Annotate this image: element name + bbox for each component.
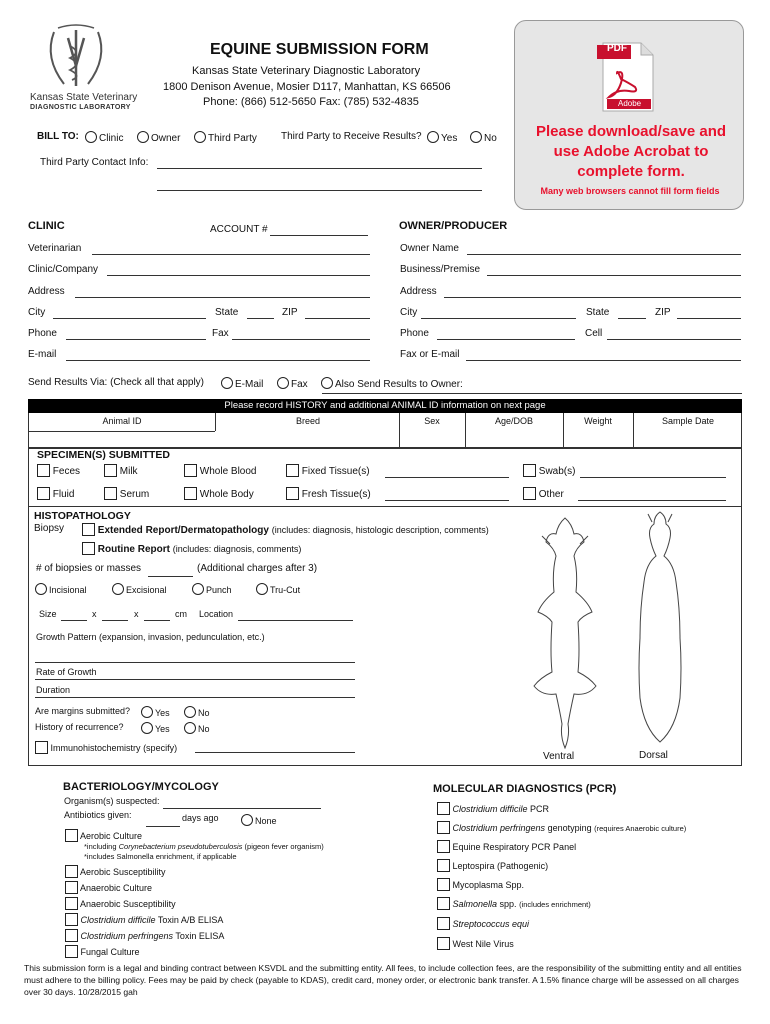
spec-fluid-label: Fluid xyxy=(52,489,75,500)
type-incisional-radio[interactable] xyxy=(35,583,47,595)
logo-line1: Kansas State Veterinary xyxy=(30,92,138,103)
animal-table xyxy=(28,413,742,449)
recurrence-yes-option[interactable] xyxy=(141,722,170,734)
margins-no-label: No xyxy=(198,708,210,718)
location-label: Location xyxy=(199,609,234,619)
third-party-results-label: Third Party to Receive Results? xyxy=(281,131,422,142)
pcr-wnv-checkbox[interactable] xyxy=(437,937,450,950)
clinic-state-label: State xyxy=(215,307,239,318)
bill-owner-option[interactable] xyxy=(137,131,180,144)
bill-to-label: BILL TO: xyxy=(37,131,79,142)
bill-third-party-option[interactable] xyxy=(194,131,257,144)
pcr-cperf-organism: Clostridium perfringens xyxy=(452,823,546,833)
col-age: Age/DOB xyxy=(494,416,534,426)
spec-milk-option[interactable] xyxy=(104,464,138,477)
cperf-elisa-label: Toxin ELISA xyxy=(173,931,225,941)
spec-other-option[interactable] xyxy=(523,487,564,500)
org-address: 1800 Denison Avenue, Mosier D117, Manhattan, KS 66506 xyxy=(163,81,451,93)
animal-banner xyxy=(28,399,742,413)
antibiotics-days-field[interactable] xyxy=(146,826,180,827)
adobe-notice-box xyxy=(514,20,744,210)
form-title: EQUINE SUBMISSION FORM xyxy=(210,41,429,58)
cdiff-elisa-option[interactable] xyxy=(65,913,223,926)
organisms-label: Organism(s) suspected: xyxy=(64,796,160,806)
bill-owner-radio[interactable] xyxy=(137,131,149,143)
type-punch-option[interactable] xyxy=(192,583,232,595)
recurrence-no-radio[interactable] xyxy=(184,722,196,734)
legal-footer: This submission form is a legal and binding contract between KSVDL and the submitting entity. All fees, to include collection fees, are the responsibility of the submitting entity and all entities must adhere to the billing policy. Fees may be paid by check (payable to KDAS), credit card, money order, or electronic bank transfer. A 1.5% finance charge will be assessed on all charges over 30 days. 10/28/2015 gah xyxy=(24,963,742,997)
size-field-1[interactable] xyxy=(61,620,87,621)
rate-field[interactable] xyxy=(35,679,355,680)
fungal-culture-checkbox[interactable] xyxy=(65,945,78,958)
clinic-email-field[interactable] xyxy=(66,360,370,361)
pcr-cperf-label: genotyping xyxy=(545,823,595,833)
pcr-cperf-checkbox[interactable] xyxy=(437,821,450,834)
anaerobic-culture-option[interactable] xyxy=(65,881,152,894)
clinic-city-field[interactable] xyxy=(53,318,206,319)
third-party-yes-option[interactable] xyxy=(427,131,457,144)
clinic-phone-field[interactable] xyxy=(66,339,206,340)
spec-fresh-field[interactable] xyxy=(385,500,509,501)
molecular-heading: MOLECULAR DIAGNOSTICS (PCR) xyxy=(433,783,617,795)
clinic-email-label: E-mail xyxy=(28,349,57,360)
spec-fixed-checkbox[interactable] xyxy=(286,464,299,477)
spec-serum-checkbox[interactable] xyxy=(104,487,117,500)
pcr-resp-option[interactable] xyxy=(437,840,576,853)
size-x-1: x xyxy=(92,609,97,619)
type-incisional-option[interactable] xyxy=(35,583,87,595)
third-party-yes-radio[interactable] xyxy=(427,131,439,143)
aerobic-note-1 xyxy=(84,842,324,851)
send-fax-option[interactable] xyxy=(277,377,308,390)
pcr-resp-label: Equine Respiratory PCR Panel xyxy=(452,842,577,852)
cperf-elisa-option[interactable] xyxy=(65,929,224,942)
clinic-zip-field[interactable] xyxy=(305,318,370,319)
ihc-checkbox[interactable] xyxy=(35,741,48,754)
account-label: ACCOUNT # xyxy=(210,224,268,235)
type-trucut-option[interactable] xyxy=(256,583,300,595)
owner-cell-field[interactable] xyxy=(607,339,741,340)
clinic-city-label: City xyxy=(28,307,46,318)
pcr-strep-label: Streptococcus equi xyxy=(452,919,530,929)
owner-zip-field[interactable] xyxy=(677,318,741,319)
owner-email-label: Fax or E-mail xyxy=(400,349,460,360)
pdf-label: PDF xyxy=(607,43,627,54)
size-x-2: x xyxy=(134,609,139,619)
routine-report-option[interactable] xyxy=(82,542,301,555)
org-phone: Phone: (866) 512-5650 Fax: (785) 532-4835 xyxy=(203,96,419,108)
horse-ventral-outline-icon xyxy=(512,512,618,758)
num-biopsies-label: # of biopsies or masses xyxy=(36,563,142,574)
clinic-fax-label: Fax xyxy=(212,328,229,339)
size-field-2[interactable] xyxy=(102,620,128,621)
logo-line2: DIAGNOSTIC LABORATORY xyxy=(30,104,131,111)
size-label: Size xyxy=(39,609,57,619)
organisms-field[interactable] xyxy=(163,808,321,809)
pcr-wnv-option[interactable] xyxy=(437,937,514,950)
pcr-myco-checkbox[interactable] xyxy=(437,878,450,891)
size-cm: cm xyxy=(175,609,187,619)
spec-blood-label: Whole Blood xyxy=(199,466,257,477)
anaerobic-susc-label: Anaerobic Susceptibility xyxy=(80,899,176,909)
send-email-option[interactable] xyxy=(221,377,263,390)
margins-label: Are margins submitted? xyxy=(35,706,131,716)
spec-other-checkbox[interactable] xyxy=(523,487,536,500)
routine-report-checkbox[interactable] xyxy=(82,542,95,555)
pcr-wnv-label: West Nile Virus xyxy=(452,939,514,949)
dorsal-label: Dorsal xyxy=(639,750,668,761)
note1-post: (pigeon fever organism) xyxy=(242,842,324,851)
send-fax-radio[interactable] xyxy=(277,377,289,389)
spec-milk-checkbox[interactable] xyxy=(104,464,117,477)
bill-clinic-radio[interactable] xyxy=(85,131,97,143)
third-party-no-option[interactable] xyxy=(470,131,497,144)
margins-yes-label: Yes xyxy=(155,708,170,718)
spec-fresh-option[interactable] xyxy=(286,487,371,500)
antibiotics-none-radio[interactable] xyxy=(241,814,253,826)
extended-report-option[interactable] xyxy=(82,523,489,536)
third-party-contact-field-1[interactable] xyxy=(157,168,482,169)
pcr-cperf-note: (requires Anaerobic culture) xyxy=(594,824,687,833)
pcr-lepto-checkbox[interactable] xyxy=(437,859,450,872)
margins-no-option[interactable] xyxy=(184,706,210,718)
clinic-heading: CLINIC xyxy=(28,220,65,232)
days-ago-label: days ago xyxy=(182,813,219,823)
caduceus-logo-icon xyxy=(40,22,112,94)
aerobic-culture-checkbox[interactable] xyxy=(65,829,78,842)
type-excisional-option[interactable] xyxy=(112,583,167,595)
biopsy-label: Biopsy xyxy=(34,523,65,534)
send-fax-label: Fax xyxy=(291,379,308,390)
owner-heading: OWNER/PRODUCER xyxy=(399,220,508,232)
clinic-company-field[interactable] xyxy=(107,275,370,276)
spec-swab-checkbox[interactable] xyxy=(523,464,536,477)
clinic-address-field[interactable] xyxy=(75,297,370,298)
bill-clinic-label: Clinic xyxy=(99,133,124,144)
type-trucut-radio[interactable] xyxy=(256,583,268,595)
third-party-no-label: No xyxy=(484,133,497,144)
clinic-phone-label: Phone xyxy=(28,328,57,339)
bill-third-party-radio[interactable] xyxy=(194,131,206,143)
clinic-company-label: Clinic/Company xyxy=(28,264,99,275)
margins-yes-radio[interactable] xyxy=(141,706,153,718)
note1-organism: Corynebacterium pseudotuberculosis xyxy=(118,842,243,851)
send-owner-field[interactable] xyxy=(322,393,742,394)
location-field[interactable] xyxy=(238,620,353,621)
type-punch-radio[interactable] xyxy=(192,583,204,595)
third-party-contact-label: Third Party Contact Info: xyxy=(40,157,149,168)
aerobic-susc-option[interactable] xyxy=(65,865,166,878)
recurrence-no-label: No xyxy=(198,724,210,734)
recurrence-yes-radio[interactable] xyxy=(141,722,153,734)
extended-report-checkbox[interactable] xyxy=(82,523,95,536)
send-results-label: Send Results Via: (Check all that apply) xyxy=(28,377,205,388)
additional-charges-label: (Additional charges after 3) xyxy=(197,563,318,574)
pcr-myco-label: Mycoplasma Spp. xyxy=(452,880,525,890)
antibiotics-label: Antibiotics given: xyxy=(64,810,132,820)
send-owner-option[interactable] xyxy=(321,377,463,390)
spec-swab-field[interactable] xyxy=(580,477,726,478)
row-divider xyxy=(29,431,215,432)
pcr-resp-checkbox[interactable] xyxy=(437,840,450,853)
cdiff-elisa-organism: Clostridium difficile xyxy=(80,915,156,925)
spec-fresh-checkbox[interactable] xyxy=(286,487,299,500)
extended-report-note: (includes: diagnosis, histologic description, comments) xyxy=(271,525,489,535)
pcr-lepto-label: Leptospira (Pathogenic) xyxy=(452,861,549,871)
spec-swab-option[interactable] xyxy=(523,464,575,477)
owner-cell-label: Cell xyxy=(585,328,603,339)
extended-report-label: Extended Report/Dermatopathology xyxy=(97,525,269,536)
growth-pattern-field[interactable] xyxy=(35,662,355,663)
owner-business-field[interactable] xyxy=(487,275,741,276)
spec-fluid-checkbox[interactable] xyxy=(37,487,50,500)
ihc-field[interactable] xyxy=(195,752,355,753)
pcr-salm-checkbox[interactable] xyxy=(437,897,450,910)
veterinarian-field[interactable] xyxy=(92,254,370,255)
duration-field[interactable] xyxy=(35,697,355,698)
spec-feces-label: Feces xyxy=(52,466,81,477)
histo-heading: HISTOPATHOLOGY xyxy=(34,510,131,522)
spec-swab-label: Swab(s) xyxy=(538,466,576,477)
recurrence-label: History of recurrence? xyxy=(35,722,124,732)
spec-feces-option[interactable] xyxy=(37,464,80,477)
anaerobic-culture-label: Anaerobic Culture xyxy=(80,883,153,893)
spec-serum-option[interactable] xyxy=(104,487,149,500)
margins-yes-option[interactable] xyxy=(141,706,170,718)
owner-address-label: Address xyxy=(400,286,437,297)
third-party-yes-label: Yes xyxy=(441,133,458,144)
pcr-myco-option[interactable] xyxy=(437,878,524,891)
clinic-state-field[interactable] xyxy=(247,318,274,319)
pcr-strep-option[interactable] xyxy=(437,917,529,930)
owner-name-field[interactable] xyxy=(467,254,741,255)
col-animal-id: Animal ID xyxy=(102,416,142,426)
recurrence-yes-label: Yes xyxy=(155,724,170,734)
pcr-cdiff-option[interactable] xyxy=(437,802,549,815)
owner-state-field[interactable] xyxy=(618,318,646,319)
owner-zip-label: ZIP xyxy=(655,307,671,318)
horse-dorsal-outline-icon xyxy=(620,508,700,748)
clinic-zip-label: ZIP xyxy=(282,307,298,318)
specimens-heading: SPECIMEN(S) SUBMITTED xyxy=(37,449,171,461)
fungal-culture-option[interactable] xyxy=(65,945,140,958)
pcr-cperf-option[interactable] xyxy=(437,821,686,834)
pcr-strep-checkbox[interactable] xyxy=(437,917,450,930)
adobe-label: Adobe xyxy=(618,99,642,108)
owner-city-label: City xyxy=(400,307,418,318)
antibiotics-none-option[interactable] xyxy=(241,814,277,826)
org-name: Kansas State Veterinary Diagnostic Laboratory xyxy=(192,65,421,77)
veterinarian-label: Veterinarian xyxy=(28,243,82,254)
pcr-lepto-option[interactable] xyxy=(437,859,548,872)
type-excisional-label: Excisional xyxy=(126,585,167,595)
send-owner-label: Also Send Results to Owner: xyxy=(335,379,463,390)
spec-body-option[interactable] xyxy=(184,487,254,500)
spec-fixed-label: Fixed Tissue(s) xyxy=(301,466,370,477)
owner-email-field[interactable] xyxy=(466,360,741,361)
spec-fixed-field[interactable] xyxy=(385,477,509,478)
spec-milk-label: Milk xyxy=(119,466,138,477)
pcr-cdiff-checkbox[interactable] xyxy=(437,802,450,815)
owner-state-label: State xyxy=(586,307,610,318)
anaerobic-susc-option[interactable] xyxy=(65,897,176,910)
col-sex: Sex xyxy=(424,416,440,426)
anaerobic-susc-checkbox[interactable] xyxy=(65,897,78,910)
clinic-address-label: Address xyxy=(28,286,65,297)
spec-other-label: Other xyxy=(538,489,564,500)
pcr-cdiff-label: PCR xyxy=(527,804,550,814)
spec-other-field[interactable] xyxy=(578,500,726,501)
bill-owner-label: Owner xyxy=(151,133,181,144)
spec-serum-label: Serum xyxy=(119,489,150,500)
spec-body-checkbox[interactable] xyxy=(184,487,197,500)
cperf-elisa-checkbox[interactable] xyxy=(65,929,78,942)
fungal-culture-label: Fungal Culture xyxy=(80,947,140,957)
growth-pattern-label: Growth Pattern (expansion, invasion, pedunculation, etc.) xyxy=(36,632,265,642)
spec-fluid-option[interactable] xyxy=(37,487,74,500)
send-email-label: E-Mail xyxy=(235,379,264,390)
aerobic-susc-checkbox[interactable] xyxy=(65,865,78,878)
antibiotics-none-label: None xyxy=(255,816,277,826)
rate-label: Rate of Growth xyxy=(36,667,97,677)
ventral-label: Ventral xyxy=(543,751,575,762)
animal-banner-text: Please record HISTORY and additional ANIMAL ID information on next page xyxy=(224,400,546,411)
third-party-no-radio[interactable] xyxy=(470,131,482,143)
account-field[interactable] xyxy=(270,235,368,236)
owner-address-field[interactable] xyxy=(444,297,741,298)
type-incisional-label: Incisional xyxy=(49,585,87,595)
owner-phone-label: Phone xyxy=(400,328,429,339)
type-punch-label: Punch xyxy=(206,585,232,595)
bill-third-party-label: Third Party xyxy=(208,133,257,144)
num-biopsies-field[interactable] xyxy=(148,576,193,577)
cdiff-elisa-checkbox[interactable] xyxy=(65,913,78,926)
third-party-contact-field-2[interactable] xyxy=(157,190,482,191)
duration-label: Duration xyxy=(36,685,71,695)
send-owner-radio[interactable] xyxy=(321,377,333,389)
routine-report-note: (includes: diagnosis, comments) xyxy=(172,544,302,554)
bacteriology-heading: BACTERIOLOGY/MYCOLOGY xyxy=(63,781,219,793)
col-weight: Weight xyxy=(584,416,612,426)
note1-pre: *including xyxy=(84,842,119,851)
type-excisional-radio[interactable] xyxy=(112,583,124,595)
ihc-option[interactable] xyxy=(35,741,177,754)
aerobic-culture-option[interactable] xyxy=(65,829,142,842)
ihc-label: Immunohistochemistry xyxy=(50,743,141,753)
cdiff-elisa-label: Toxin A/B ELISA xyxy=(155,915,224,925)
margins-no-radio[interactable] xyxy=(184,706,196,718)
cperf-elisa-organism: Clostridium perfringens xyxy=(80,931,174,941)
bill-clinic-option[interactable] xyxy=(85,131,123,144)
anaerobic-culture-checkbox[interactable] xyxy=(65,881,78,894)
pcr-salm-note: (includes enrichment) xyxy=(519,900,591,909)
notice-submessage: Many web browsers cannot fill form fields xyxy=(540,186,720,196)
clinic-fax-field[interactable] xyxy=(232,339,370,340)
owner-business-label: Business/Premise xyxy=(400,264,481,275)
type-trucut-label: Tru-Cut xyxy=(270,585,301,595)
pcr-salm-option[interactable] xyxy=(437,897,591,910)
owner-phone-field[interactable] xyxy=(437,339,575,340)
pcr-salm-organism: Salmonella xyxy=(452,899,498,909)
spec-fresh-label: Fresh Tissue(s) xyxy=(301,489,371,500)
pcr-cdiff-organism: Clostridium difficile xyxy=(452,804,528,814)
spec-fixed-option[interactable] xyxy=(286,464,370,477)
owner-name-label: Owner Name xyxy=(400,243,459,254)
recurrence-no-option[interactable] xyxy=(184,722,210,734)
spec-feces-checkbox[interactable] xyxy=(37,464,50,477)
owner-city-field[interactable] xyxy=(421,318,576,319)
spec-blood-checkbox[interactable] xyxy=(184,464,197,477)
routine-report-label: Routine Report xyxy=(97,544,170,555)
pcr-salm-label: spp. xyxy=(497,899,520,909)
aerobic-susc-label: Aerobic Susceptibility xyxy=(80,867,166,877)
aerobic-note-2: *includes Salmonella enrichment, if applicable xyxy=(84,852,237,861)
col-sample-date: Sample Date xyxy=(661,416,715,426)
size-field-3[interactable] xyxy=(144,620,170,621)
col-breed: Breed xyxy=(295,416,321,426)
notice-message: Please download/save and use Adobe Acrobat to complete form. xyxy=(535,123,727,180)
ihc-specify-label: (specify) xyxy=(143,743,178,753)
aerobic-culture-label: Aerobic Culture xyxy=(80,831,143,841)
spec-body-label: Whole Body xyxy=(199,489,254,500)
send-email-radio[interactable] xyxy=(221,377,233,389)
spec-blood-option[interactable] xyxy=(184,464,256,477)
